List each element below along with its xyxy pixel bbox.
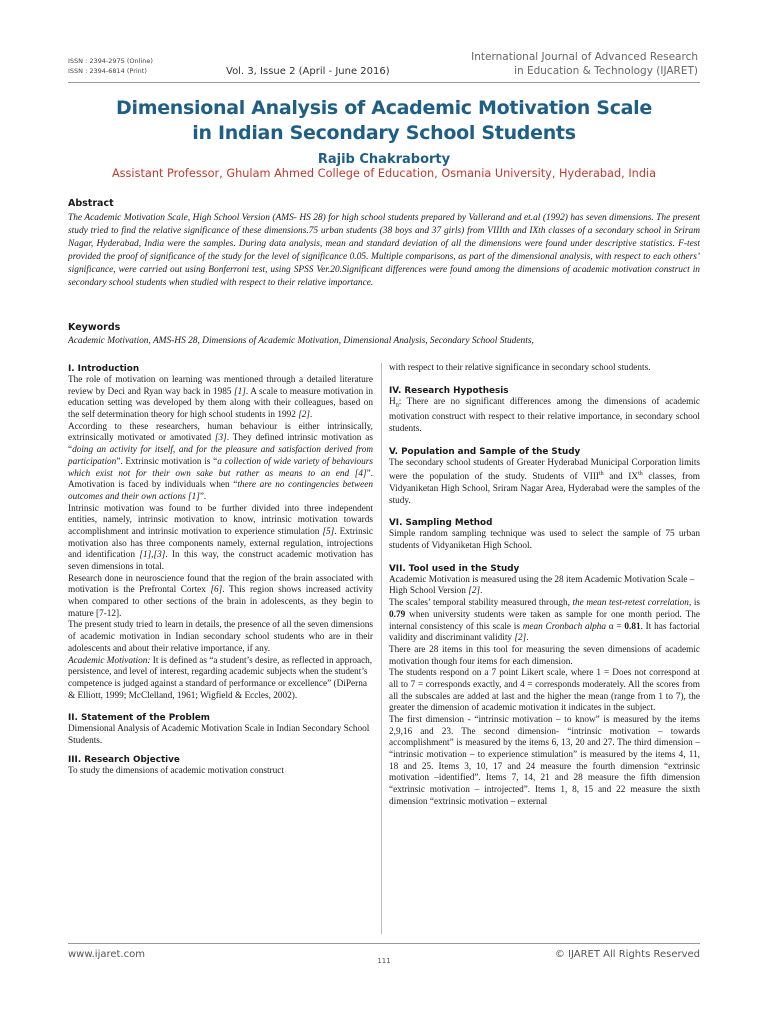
intro-paragraph-4: Research done in neuroscience found that the region of the brain associated with motivation is the Prefrontal Cortex [6]. This region shows increased activity when compared to other sections of the brain in adolescents, as they begin to mature [7-12]. (68, 573, 373, 619)
column-divider (381, 363, 382, 934)
section-heading-tool: VII. Tool used in the Study (389, 563, 520, 574)
intro-paragraph-6: Academic Motivation: It is defined as “a student’s desire, as reflected in approach, persistence, and level of interest, regarding academic subjects when the student’s competence is judged against a standard of performance or excellence” (DiPerna & Elliott, 1999; McClelland, 1961; Wigfield & Eccles, 2002). (68, 655, 373, 701)
tool-paragraph-2: The scales’ temporal stability measured through, the mean test-retest correlation, is 0.79 when university students were taken as sample for one month period. The internal consistency of this scale is mean Cronbach alpha α = 0.81. It has factorial validity and discriminant validity [2]. (389, 598, 700, 644)
tool-paragraph-5: The first dimension - “intrinsic motivation – to know” is measured by the items 2,9,16 and 23. The second dimension- “intrinsic motivation – towards accomplishment” is measured by the items 6, 13, 20 and 27. The third dimension – “intrinsic motivation – to experience stimulation” is measured by the items 4, 11, 18 and 25. Items 3, 10, 17 and 24 measure the fourth dimension “extrinsic motivation –identified”. Items 7, 14, 21 and 28 measure the fifth dimension “extrinsic motivation – introjected”. Items 1, 8, 15 and 22 measure the sixth dimension “extrinsic motivation – external (389, 715, 700, 807)
objective-text-left: To study the dimensions of academic motivation construct (68, 765, 284, 776)
intro-paragraph-2: According to these researchers, human behaviour is either intrinsically, extrinsically motivated or amotivated [3]. They defined intrinsic motivation as “doing an activity for itself, and for the pleasure and satisfaction derived from participation”. Extrinsic motivation is “a collection of wide variety of behaviours which exist not for their own sake but rather as means to an end [4]”. Amotivation is faced by individuals when “there are no contingencies between outcomes and their own actions [1]”. (68, 421, 374, 502)
sampling-text: Simple random sampling technique was used to select the sample of 75 urban students of Vidyaniketan High School. (389, 529, 700, 552)
hypothesis-text: $H_0$: There are no significant differences among the dimensions of academic motivation construct with respect to their relative importance, in secondary school students. (389, 396, 700, 434)
footer-copyright: © IJARET All Rights Reserved (554, 949, 700, 960)
journal-line-2: in Education & Technology (IJARET) (514, 65, 698, 77)
tool-paragraph-1: Academic Motivation is measured using the 28 item Academic Motivation Scale – High School Version [2]. (389, 574, 695, 597)
title-line-1: Dimensional Analysis of Academic Motivation Scale (116, 97, 652, 119)
right-column (389, 363, 700, 809)
population-text: The secondary school students of Greater Hyderabad Municipal Corporation limits were the population of the study. Students of VIIIth and IXth classes, from Vidyaniketan High School, Sriram Nagar Area, Hyderabad were the samples of the study. (389, 457, 700, 506)
volume-info: Vol. 3, Issue 2 (April - June 2016) (226, 66, 390, 77)
section-heading-hypothesis: IV. Research Hypothesis (389, 385, 509, 396)
footer-website: www.ijaret.com (68, 949, 145, 960)
section-heading-introduction: I. Introduction (68, 364, 140, 374)
author-name: Rajib Chakraborty (317, 152, 451, 167)
intro-paragraph-5: The present study tried to learn in details, the presence of all the seven dimensions of academic motivation in Indian secondary school students who are in their adolescents and about their relative importance, if any. (68, 620, 373, 654)
section-heading-population: V. Population and Sample of the Study (389, 446, 581, 457)
author-affiliation: Assistant Professor, Ghulam Ahmed College of Education, Osmania University, Hyderabad, India (111, 167, 657, 180)
issn-print: ISSN : 2394-6814 (Print) (68, 67, 147, 75)
issn-block (68, 56, 153, 76)
footer-divider (68, 943, 700, 944)
problem-text: Dimensional Analysis of Academic Motivation Scale in Indian Secondary School Students. (68, 724, 370, 746)
journal-line-1: International Journal of Advanced Research (471, 51, 698, 63)
section-heading-sampling: VI. Sampling Method (389, 518, 493, 529)
abstract-heading: Abstract (68, 198, 114, 209)
tool-paragraph-4: The students respond on a 7 point Likert scale, where 1 = Does not correspond at all to 7 = corresponds exactly, and 4 = corresponds moderately. All the scores from all the subscales are added at last and the higher the mean (range from 1 to 7), the greater the dimension of academic motivation it indicates in the subject. (389, 668, 700, 714)
abstract-text: The Academic Motivation Scale, High School Version (AMS- HS 28) for high school students prepared by Vallerand and et.al (1992) has seven dimensions. The present study tried to find the relative significance of these dimensions.75 urban students (38 boys and 37 girls) from VIIIth and IXth classes of a secondary school in Sriram Nagar, Hyderabad, India were the samples. During data analysis, mean and standard deviation of all the dimensions were found under descriptive statistics. F-test provided the proof of significance of the study for the level of significance 0.05. Multiple comparisons, as part of the dimensional analysis, with respect to each others’ significance, were carried out using Bonferroni test, using SPSS Ver.20.Significant differences were found among the dimensions of academic motivation construct in secondary school students when studied with respect to their relative importance. (68, 213, 700, 288)
section-heading-problem: II. Statement of the Problem (68, 713, 210, 724)
header-divider (68, 82, 700, 83)
issn-online: ISSN : 2394-2975 (Online) (68, 57, 153, 65)
keywords-text: Academic Motivation, AMS-HS 28, Dimensions of Academic Motivation, Dimensional Analysis, Secondary School Students, (68, 336, 534, 346)
journal-name (471, 50, 698, 78)
keywords-heading: Keywords (68, 322, 121, 333)
tool-paragraph-3: There are 28 items in this tool for measuring the seven dimensions of academic motivation though four items for each dimension. (389, 644, 700, 667)
intro-paragraph-3: Intrinsic motivation was found to be further divided into three independent entities, namely, intrinsic motivation to know, intrinsic motivation towards accomplishment and intrinsic motivation to experience stimulation [5]. Extrinsic motivation also has three components namely, external regulation, introjections and identification [1],[3]. In this way, the construct academic motivation has seven dimensions in total. (68, 503, 373, 572)
left-column (68, 363, 373, 777)
objective-text-right: with respect to their relative significance in secondary school students. (389, 363, 651, 373)
section-heading-objective: III. Research Objective (68, 754, 180, 765)
title-line-2: in Indian Secondary School Students (192, 122, 576, 144)
intro-paragraph-1: The role of motivation on learning was mentioned through a detailed literature review by Deci and Ryan way back in 1985 [1]. A scale to measure motivation in education setting was developed by them along with their colleagues, based on the self determination theory for high school students in 1992 [2]. (68, 375, 373, 421)
paper-title (60, 96, 708, 146)
page-number: 111 (377, 957, 391, 965)
